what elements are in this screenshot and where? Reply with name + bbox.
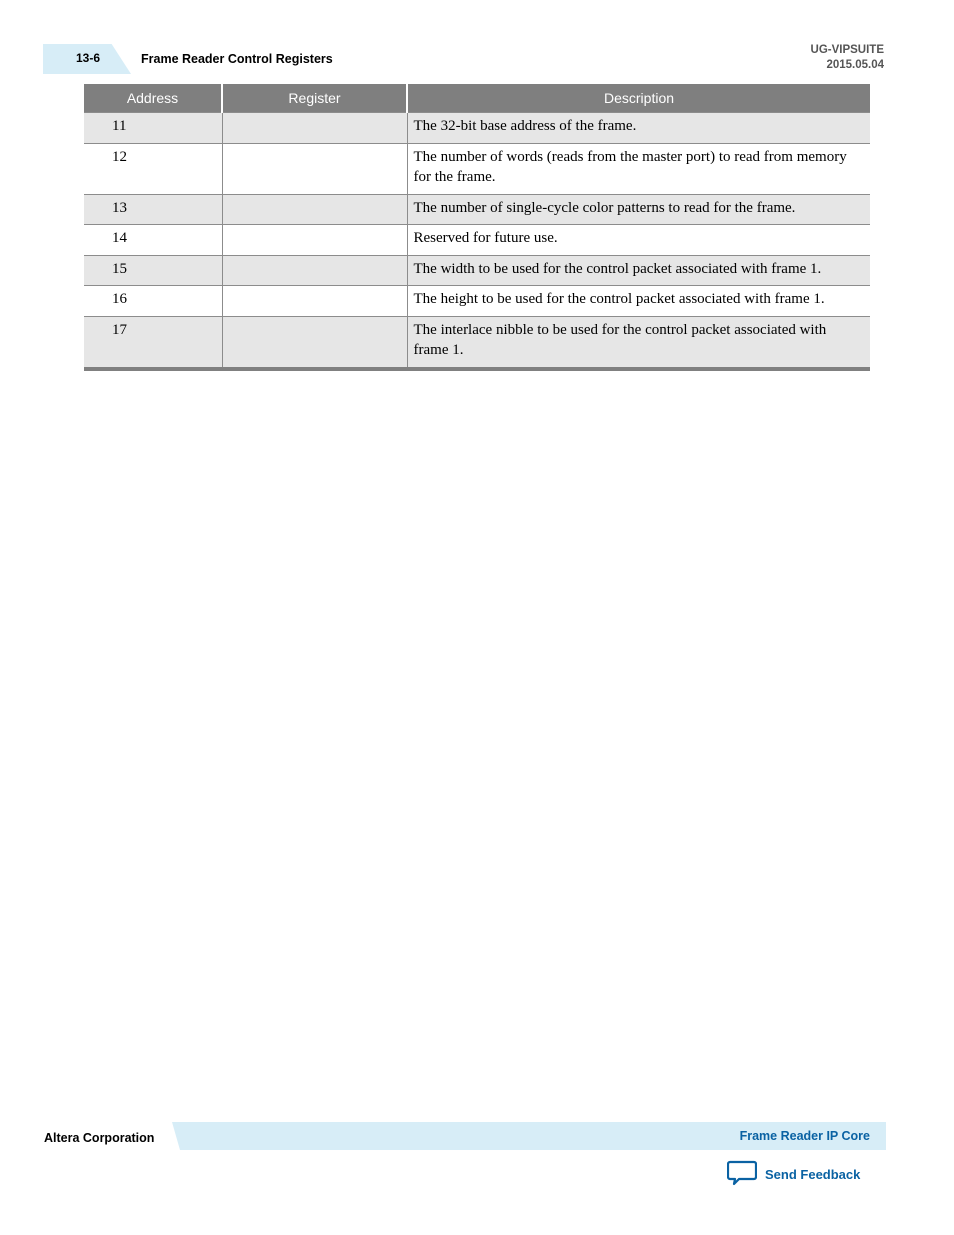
cell-description: The number of words (reads from the master port) to read from memory for the frame. <box>407 143 870 194</box>
cell-register <box>222 286 407 317</box>
cell-register <box>222 316 407 369</box>
speech-bubble-icon <box>727 1160 757 1189</box>
column-header-register: Register <box>222 84 407 113</box>
cell-register <box>222 113 407 144</box>
send-feedback-label: Send Feedback <box>765 1167 861 1182</box>
cell-register <box>222 143 407 194</box>
cell-description: The 32-bit base address of the frame. <box>407 113 870 144</box>
table-row <box>84 225 870 256</box>
footer-company: Altera Corporation <box>44 1131 155 1145</box>
doc-id: UG-VIPSUITE <box>810 44 884 56</box>
cell-address: 13 <box>84 194 222 225</box>
cell-description: The width to be used for the control packet associated with frame 1. <box>407 255 870 286</box>
doc-info <box>811 43 884 73</box>
column-header-address: Address <box>84 84 222 113</box>
cell-address: 11 <box>84 113 222 144</box>
column-header-description: Description <box>407 84 870 113</box>
doc-date: 2015.05.04 <box>826 59 884 71</box>
cell-address: 17 <box>84 316 222 369</box>
footer-chapter-link[interactable]: Frame Reader IP Core <box>739 1129 870 1143</box>
page-number: 13-6 <box>76 51 101 65</box>
table-row <box>84 143 870 194</box>
cell-description: Reserved for future use. <box>407 225 870 256</box>
cell-address: 16 <box>84 286 222 317</box>
cell-address: 14 <box>84 225 222 256</box>
cell-description: The interlace nibble to be used for the control packet associated with frame 1. <box>407 316 870 369</box>
table-row <box>84 286 870 317</box>
cell-address: 12 <box>84 143 222 194</box>
cell-register <box>222 255 407 286</box>
cell-address: 15 <box>84 255 222 286</box>
table-row <box>84 194 870 225</box>
table-row <box>84 113 870 144</box>
cell-register <box>222 194 407 225</box>
send-feedback-link[interactable] <box>727 1160 860 1189</box>
table-header-row <box>84 84 870 113</box>
section-title: Frame Reader Control Registers <box>141 52 333 66</box>
table-row <box>84 255 870 286</box>
register-table <box>84 84 870 371</box>
table-row <box>84 316 870 369</box>
cell-description: The height to be used for the control packet associated with frame 1. <box>407 286 870 317</box>
cell-register <box>222 225 407 256</box>
cell-description: The number of single-cycle color patterns to read for the frame. <box>407 194 870 225</box>
